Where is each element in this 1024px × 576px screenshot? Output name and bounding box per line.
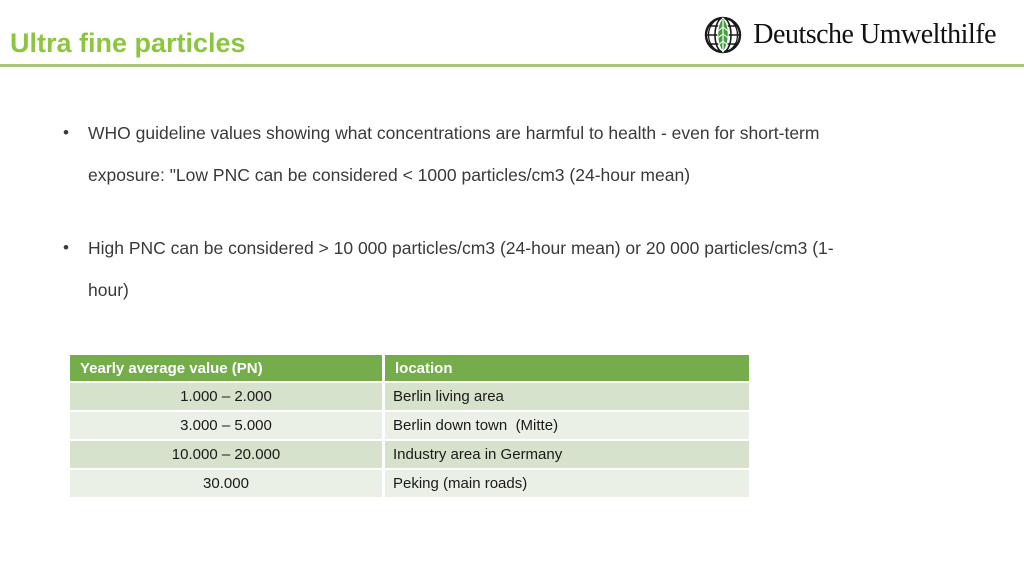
bullet-dot: •: [63, 238, 69, 257]
cell-value-range: 3.000 – 5.000: [70, 412, 385, 441]
page-title: Ultra fine particles: [10, 28, 246, 58]
bullet-line: High PNC can be considered > 10 000 particles/cm3 (24-hour mean) or 20 000 particles/cm3 (1-: [88, 238, 834, 258]
bullet-text: [88, 227, 834, 311]
bullet-line: WHO guideline values showing what concentrations are harmful to health - even for short-term: [88, 123, 820, 143]
table-header-row: [70, 355, 749, 383]
table-header-location: location: [385, 355, 749, 383]
cell-value-range: 10.000 – 20.000: [70, 441, 385, 470]
bullet-item: [63, 112, 943, 196]
globe-leaf-icon: [703, 15, 743, 55]
values-table: [70, 355, 749, 499]
cell-value-range: 1.000 – 2.000: [70, 383, 385, 412]
table-header-yearly-average: Yearly average value (PN): [70, 355, 385, 383]
cell-location: Berlin living area: [385, 383, 749, 412]
table-row: [70, 412, 749, 441]
bullet-item: [63, 227, 943, 311]
cell-location: Peking (main roads): [385, 470, 749, 499]
logo-text: Deutsche Umwelthilfe: [753, 19, 996, 50]
cell-location: Industry area in Germany: [385, 441, 749, 470]
cell-location: Berlin down town (Mitte): [385, 412, 749, 441]
table-row: [70, 470, 749, 499]
cell-value-range: 30.000: [70, 470, 385, 499]
table-row: [70, 441, 749, 470]
bullet-dot: •: [63, 123, 69, 142]
bullet-line: exposure: "Low PNC can be considered < 1000 particles/cm3 (24-hour mean): [88, 165, 691, 185]
logo: [703, 15, 996, 55]
title-underline: [0, 64, 1024, 67]
bullet-text: [88, 112, 819, 196]
bullet-line: hour): [88, 280, 129, 300]
table-row: [70, 383, 749, 412]
bullet-list: [63, 112, 943, 342]
